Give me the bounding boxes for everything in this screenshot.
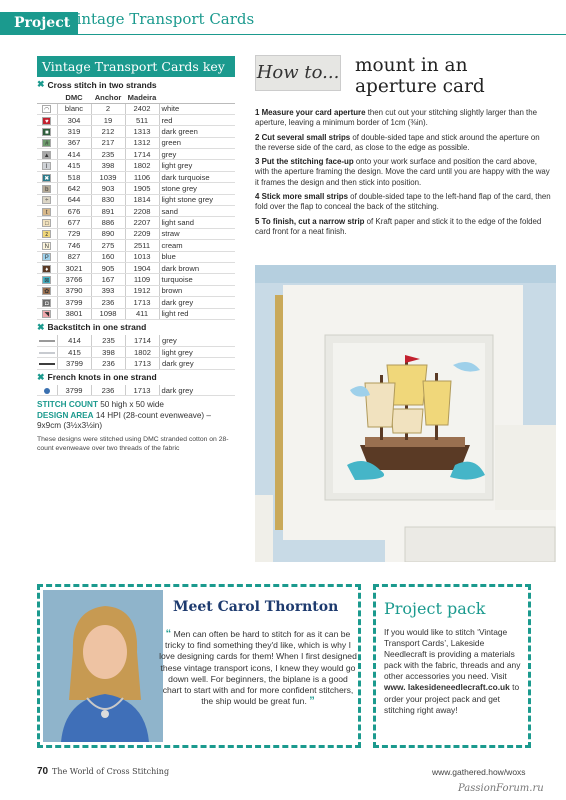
madeira-cell: 1013 (125, 251, 159, 262)
symbol-cell (37, 240, 57, 251)
footer-url[interactable]: www.gathered.how/woxs (432, 767, 526, 777)
thread-key (37, 56, 235, 453)
madeira-cell: 2208 (125, 206, 159, 217)
backstitch-line (39, 340, 55, 342)
anchor-cell: 905 (91, 262, 125, 273)
anchor-cell: 2 (91, 103, 125, 114)
dmc-cell: 414 (58, 335, 92, 346)
madeira-cell: 1904 (125, 262, 159, 273)
anchor-cell: 891 (91, 206, 125, 217)
dmc-cell: 415 (58, 346, 92, 357)
symbol-cell (37, 183, 57, 194)
madeira-cell: 511 (125, 114, 159, 125)
table-row (37, 137, 235, 148)
madeira-cell: 411 (125, 308, 159, 319)
symbol-swatch: ◥ (42, 310, 51, 318)
symbol-cell (37, 160, 57, 171)
symbol-cell (37, 126, 57, 137)
symbol-swatch: N (42, 242, 51, 250)
anchor-cell: 886 (91, 217, 125, 228)
dmc-cell: 3799 (57, 297, 91, 308)
table-row (37, 346, 235, 357)
colour-name-cell: green (159, 137, 235, 148)
pack-title: Project pack (384, 599, 486, 618)
column-header: DMC (57, 92, 91, 103)
madeira-cell: 1106 (125, 171, 159, 182)
symbol-swatch: z (42, 230, 51, 238)
pack-text: If you would like to stitch ‘Vintage Transport Cards’, Lakeside Needlecraft is providing a materials pack with the fabric, threads and any other accessories you need. Visit www. lakesideneedlecraft.co.uk to order your project pack and get stitching right away! (384, 627, 521, 715)
step-lead: 1 Measure your card aperture (255, 108, 366, 117)
step-lead: 2 Cut several small strips (255, 132, 351, 142)
profile-title: Meet Carol Thornton (173, 599, 339, 615)
madeira-cell: 1905 (125, 183, 159, 194)
colour-name-cell: sand (159, 206, 235, 217)
dmc-cell: 3799 (57, 385, 91, 396)
symbol-cell (37, 149, 57, 160)
cross-icon: ✖ (37, 79, 45, 89)
page-header (0, 0, 566, 40)
dmc-cell: blanc (57, 103, 91, 114)
step-text: of double-sided tape to the left-hand flap of the card, then fold over the flap to conceal the back of the stitching. (255, 192, 551, 212)
dmc-cell: 729 (57, 228, 91, 239)
anchor-cell: 275 (91, 240, 125, 251)
symbol-cell (37, 114, 57, 125)
anchor-cell: 398 (92, 346, 126, 357)
symbol-cell (37, 297, 57, 308)
anchor-cell: 235 (92, 335, 126, 346)
symbol-cell (37, 308, 57, 319)
how-to-badge: How to... (255, 55, 341, 91)
dmc-cell: 3790 (57, 285, 91, 296)
symbol-cell (37, 194, 57, 205)
symbol-cell (37, 217, 57, 228)
anchor-cell: 398 (91, 160, 125, 171)
symbol-cell (37, 228, 57, 239)
backstitch-heading: ✖ Backstitch in one strand (37, 321, 147, 333)
cross-icon: ✖ (37, 321, 45, 332)
symbol-cell (37, 358, 58, 369)
symbol-swatch: ✿ (44, 289, 50, 296)
madeira-cell: 1713 (125, 385, 159, 396)
anchor-cell: 236 (91, 297, 125, 308)
dmc-cell: 644 (57, 194, 91, 205)
symbol-cell (37, 206, 57, 217)
table-row (37, 251, 235, 262)
french-knots-table (37, 385, 235, 397)
table-row (37, 274, 235, 285)
colour-name-cell: straw (159, 228, 235, 239)
dmc-cell: 746 (57, 240, 91, 251)
symbol-cell (37, 171, 57, 182)
colour-name-cell: brown (159, 285, 235, 296)
backstitch-line (39, 363, 55, 365)
table-row (37, 308, 235, 319)
colour-name-cell: red (159, 114, 235, 125)
dmc-cell: 677 (57, 217, 91, 228)
madeira-cell: 1109 (125, 274, 159, 285)
stitch-info: STITCH COUNT 50 high x 50 wide DESIGN AREA 14 HPI (28-count evenweave) – 9x9cm (3½x3½in) (37, 400, 211, 431)
pack-link[interactable]: www. lakesideneedlecraft.co.uk (384, 682, 510, 693)
table-row (37, 194, 235, 205)
header-divider (0, 34, 566, 35)
table-row (37, 385, 235, 396)
table-row (37, 171, 235, 182)
anchor-cell: 1098 (91, 308, 125, 319)
colour-name-cell: turquoise (159, 274, 235, 285)
anchor-cell: 212 (91, 126, 125, 137)
symbol-cell (37, 262, 57, 273)
madeira-cell: 1714 (125, 149, 159, 160)
symbol-cell (37, 346, 58, 357)
dmc-cell: 3766 (57, 274, 91, 285)
madeira-cell: 2402 (125, 103, 159, 114)
symbol-swatch: b (42, 185, 51, 193)
how-to-step (255, 157, 551, 188)
how-to-step (255, 217, 551, 238)
anchor-cell: 167 (91, 274, 125, 285)
colour-name-cell: light grey (159, 160, 235, 171)
dmc-cell: 676 (57, 206, 91, 217)
step-lead: 4 Stick more small strips (255, 192, 348, 202)
dmc-cell: 3799 (58, 358, 92, 369)
symbol-swatch: ▲ (43, 152, 50, 159)
symbol-cell (37, 385, 57, 396)
dmc-cell: 319 (57, 126, 91, 137)
symbol-cell (37, 137, 57, 148)
symbol-swatch: t (42, 208, 51, 216)
ship-card-photo (255, 265, 556, 562)
madeira-cell: 1713 (126, 358, 160, 369)
dmc-cell: 642 (57, 183, 91, 194)
symbol-swatch: I (42, 162, 51, 170)
madeira-cell: 1714 (126, 335, 160, 346)
colour-name-cell: white (159, 103, 235, 114)
how-to-steps (255, 108, 551, 241)
step-lead: 3 Put the stitching face-up (255, 157, 354, 167)
table-row (37, 262, 235, 273)
project-pack (373, 584, 531, 748)
table-row (37, 126, 235, 137)
dmc-cell: 304 (57, 114, 91, 125)
madeira-cell: 1713 (125, 297, 159, 308)
dmc-cell: 415 (57, 160, 91, 171)
dmc-cell: 367 (57, 137, 91, 148)
symbol-swatch: ♦ (42, 265, 51, 273)
how-to-step (255, 133, 551, 154)
table-row (37, 149, 235, 160)
table-row (37, 206, 235, 217)
step-text: of double-sided tape and stick around the aperture on the reverse side of the card, as close to the edge as possible. (255, 132, 540, 152)
step-lead: 5 To finish, cut a narrow strip (255, 216, 365, 226)
designer-profile (37, 584, 361, 748)
dmc-cell: 518 (57, 171, 91, 182)
madeira-cell: 1802 (126, 346, 160, 357)
dmc-cell: 3021 (57, 262, 91, 273)
symbol-swatch: ◘ (42, 299, 51, 307)
backstitch-table (37, 335, 235, 370)
colour-name-cell: dark brown (159, 262, 235, 273)
colour-name-cell: dark grey (160, 358, 236, 369)
symbol-swatch: ♥ (42, 117, 51, 125)
symbol-cell (37, 251, 57, 262)
madeira-cell: 2207 (125, 217, 159, 228)
anchor-cell: 236 (91, 385, 125, 396)
anchor-cell: 903 (91, 183, 125, 194)
column-header: Madeira (125, 92, 159, 103)
anchor-cell: 19 (91, 114, 125, 125)
symbol-cell (37, 335, 58, 346)
how-to-step (255, 192, 551, 213)
symbol-cell (37, 285, 57, 296)
table-row (37, 285, 235, 296)
colour-name-cell: grey (160, 335, 236, 346)
french-knots-heading: ✖ French knots in one strand (37, 371, 157, 383)
anchor-cell: 830 (91, 194, 125, 205)
madeira-cell: 1312 (125, 137, 159, 148)
symbol-cell (37, 103, 57, 114)
colour-name-cell: dark green (159, 126, 235, 137)
anchor-cell: 160 (91, 251, 125, 262)
cross-stitch-heading: ✖ Cross stitch in two strands (37, 79, 157, 90)
watermark: PassionForum.ru (458, 783, 544, 794)
colour-name-cell: blue (159, 251, 235, 262)
symbol-swatch: ⊠ (44, 278, 50, 285)
colour-name-cell: grey (159, 149, 235, 160)
ship-card-illustration (255, 265, 556, 562)
table-row (37, 228, 235, 239)
fabric-note: These designs were stitched using DMC stranded cotton on 28-count evenweave over two threads of the fabric (37, 435, 229, 452)
table-row (37, 183, 235, 194)
dmc-cell: 827 (57, 251, 91, 262)
how-to-title: mount in an aperture card (355, 55, 485, 97)
anchor-cell: 217 (91, 137, 125, 148)
step-text: of Kraft paper and stick it to the edge of the folded card front for a neat finish. (255, 216, 542, 236)
madeira-cell: 1802 (125, 160, 159, 171)
madeira-cell: 1814 (125, 194, 159, 205)
colour-name-cell: light sand (159, 217, 235, 228)
key-title: Vintage Transport Cards key (37, 56, 235, 77)
colour-name-cell: dark grey (159, 385, 235, 396)
colour-name-cell: dark turquoise (159, 171, 235, 182)
step-text: then cut out your stitching slightly larger than the aperture, leaving a minimum border of 1cm (⅜in). (255, 108, 538, 128)
symbol-cell (37, 274, 57, 285)
publication-name: The World of Cross Stitching (52, 767, 170, 776)
step-text: onto your work surface and position the card above, with the aperture framing the design. Move the card until you are happy with the way it frames the design and then stick into position. (255, 157, 550, 187)
open-quote-icon: “ (165, 628, 172, 640)
backstitch-line (39, 352, 55, 354)
designer-portrait (43, 590, 163, 742)
colour-name-cell: cream (159, 240, 235, 251)
colour-name-cell: light stone grey (159, 194, 235, 205)
table-row (37, 103, 235, 114)
how-to-step (255, 108, 551, 129)
colour-name-cell: light red (159, 308, 235, 319)
symbol-swatch: ✖ (44, 175, 50, 182)
table-row (37, 297, 235, 308)
symbol-swatch: ■ (42, 128, 51, 136)
page-title: Vintage Transport Cards (66, 10, 255, 28)
table-row (37, 358, 235, 369)
page-number: 70 (37, 766, 49, 777)
symbol-swatch: # (42, 139, 51, 147)
symbol-swatch: □ (42, 219, 51, 227)
table-row (37, 114, 235, 125)
anchor-cell: 235 (91, 149, 125, 160)
table-row (37, 217, 235, 228)
madeira-cell: 1313 (125, 126, 159, 137)
cross-stitch-rows (37, 103, 235, 319)
portrait-illustration (43, 590, 163, 742)
symbol-swatch: P (42, 253, 51, 261)
symbol-swatch: ◠ (44, 107, 50, 114)
table-row (37, 335, 235, 346)
madeira-cell: 1912 (125, 285, 159, 296)
dmc-cell: 3801 (57, 308, 91, 319)
anchor-cell: 1039 (91, 171, 125, 182)
cross-icon: ✖ (37, 371, 45, 382)
key-table (37, 92, 235, 320)
dmc-cell: 414 (57, 149, 91, 160)
colour-name-cell: stone grey (159, 183, 235, 194)
anchor-cell: 890 (91, 228, 125, 239)
designer-quote: “ Men can often be hard to stitch for as it can be tricky to find something they'd like, which is why I love designing cards for them! When I first designed these vintage transport icons, I knew they would go down well. For beginners, the biplane is a good chart to start with and for more confident stitchers, the ship would be great fun. ” (159, 628, 357, 708)
table-row (37, 160, 235, 171)
madeira-cell: 2511 (125, 240, 159, 251)
column-header: Anchor (91, 92, 125, 103)
madeira-cell: 2209 (125, 228, 159, 239)
section-tab: Project (0, 12, 78, 34)
colour-name-cell: dark grey (159, 297, 235, 308)
anchor-cell: 236 (92, 358, 126, 369)
anchor-cell: 393 (91, 285, 125, 296)
table-row (37, 240, 235, 251)
close-quote-icon: ” (309, 695, 315, 708)
symbol-swatch: ÷ (42, 196, 51, 204)
french-knot-icon (44, 388, 50, 394)
colour-name-cell: light grey (160, 346, 236, 357)
